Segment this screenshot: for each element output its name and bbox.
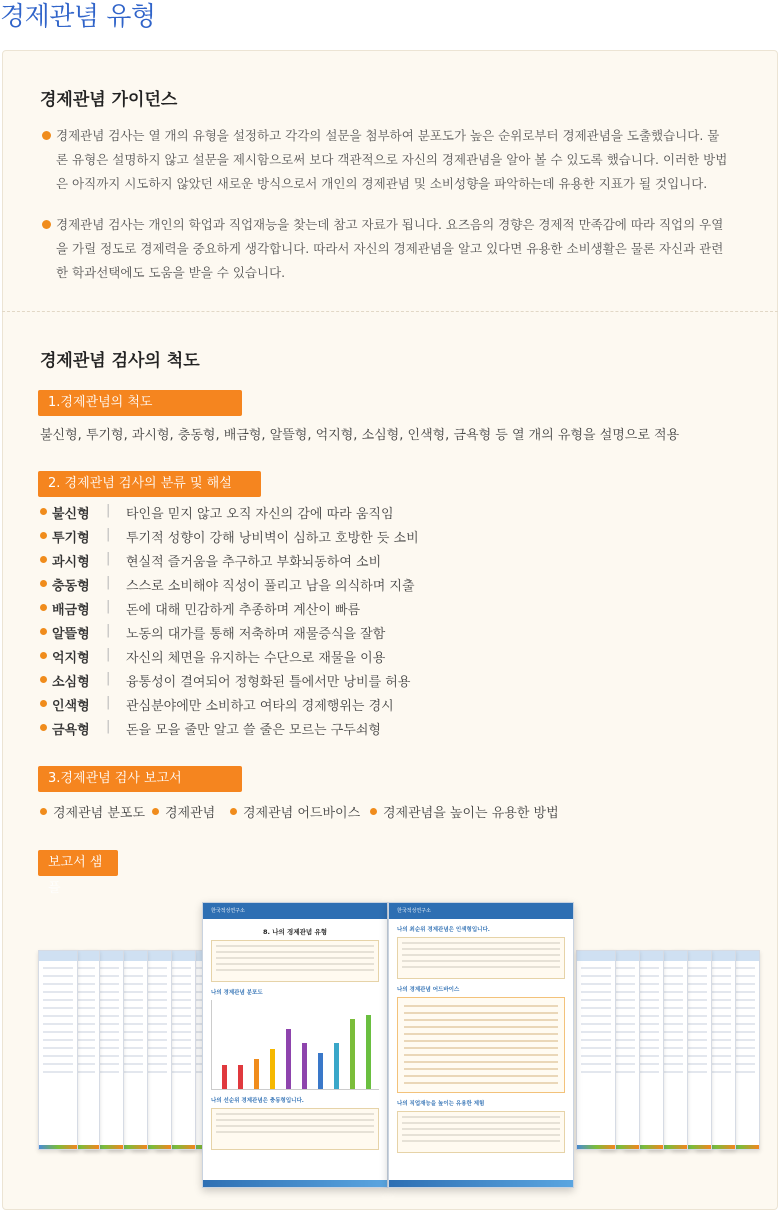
type-name: 투기형 — [52, 531, 90, 546]
sample-chart-bar — [334, 1043, 339, 1089]
type-row — [40, 500, 740, 524]
sample-page-header: 한국적성연구소 — [203, 903, 387, 919]
sample-page-header: 한국적성연구소 — [389, 903, 573, 919]
sample-text-box — [397, 937, 565, 979]
bullet-icon — [370, 808, 377, 815]
type-name: 충동형 — [52, 579, 90, 594]
type-separator: | — [106, 575, 111, 590]
type-description: 투기적 성향이 강해 낭비벽이 심하고 호방한 듯 소비 — [126, 531, 419, 546]
report-item: 경제관념 어드바이스 — [230, 802, 360, 821]
type-name: 과시형 — [52, 555, 90, 570]
type-row — [40, 572, 740, 596]
type-separator: | — [106, 599, 111, 614]
scale-tag-1: 1.경제관념의 척도 — [38, 390, 242, 416]
bullet-icon — [42, 220, 51, 229]
type-separator: | — [106, 527, 111, 542]
sample-page-left — [202, 902, 388, 1188]
type-name: 배금형 — [52, 603, 90, 618]
type-name: 인색형 — [52, 699, 90, 714]
bullet-icon — [40, 700, 47, 707]
sample-section-title: 나의 선순위 경제관념은 충동형입니다. — [211, 1098, 304, 1104]
type-row — [40, 692, 740, 716]
sample-page-thumbnail — [576, 950, 616, 1150]
report-item: 경제관념을 높이는 유용한 방법 — [370, 802, 559, 821]
scale-tag-4: 보고서 샘플 — [38, 850, 118, 876]
scale-tag-3: 3.경제관념 검사 보고서 — [38, 766, 242, 792]
type-separator: | — [106, 671, 111, 686]
scale-tag-2: 2. 경제관념 검사의 분류 및 해설 — [38, 471, 261, 497]
sample-chart-bar — [366, 1015, 371, 1089]
report-sample-image — [38, 890, 778, 1200]
sample-advice-list — [397, 997, 565, 1093]
sample-chart-bar — [270, 1049, 275, 1089]
page-title: 경제관념 유형 — [0, 2, 156, 32]
type-description: 돈을 모을 줄만 알고 쓸 줄은 모르는 구두쇠형 — [126, 723, 381, 738]
bullet-icon — [40, 676, 47, 683]
scale-tag-1-text: 불신형, 투기형, 과시형, 충동형, 배금형, 알뜰형, 억지형, 소심형, 인색형, 금욕형 등 열 개의 유형을 설명으로 적용 — [40, 428, 680, 443]
sample-page-footer — [203, 1180, 387, 1187]
type-separator: | — [106, 503, 111, 518]
bullet-icon — [40, 808, 47, 815]
type-description: 현실적 즐거움을 추구하고 부화뇌동하여 소비 — [126, 555, 382, 570]
sample-chart-bar — [350, 1019, 355, 1089]
sample-chart-bar — [286, 1029, 291, 1089]
sample-page-footer — [389, 1180, 573, 1187]
guidance-heading: 경제관념 가이던스 — [40, 90, 178, 110]
bullet-icon — [40, 580, 47, 587]
report-item: 경제관념 — [152, 802, 215, 821]
sample-page-right — [388, 902, 574, 1188]
type-name: 금욕형 — [52, 723, 90, 738]
bullet-icon — [152, 808, 159, 815]
bullet-icon — [40, 604, 47, 611]
type-name: 불신형 — [52, 507, 90, 522]
sample-page-thumbnail — [38, 950, 78, 1150]
section-divider — [2, 311, 778, 312]
sample-chart-bar — [302, 1043, 307, 1089]
guidance-paragraph-2: 경제관념 검사는 개인의 학업과 직업재능을 찾는데 참고 자료가 됩니다. 요즈음의 경향은 경제적 만족감에 따라 직업의 우열을 가릴 정도로 경제력을 중요하게 생각합니다. 따라서 자신의 경제관념을 알고 있다면 유용한 소비생활은 물론 자신과 관련한 학과선택에도 도움을 받을 수 있습니다. — [40, 213, 730, 285]
type-row — [40, 596, 740, 620]
type-description: 돈에 대해 민감하게 추종하며 계산이 빠름 — [126, 603, 361, 618]
sample-text-box — [211, 940, 379, 982]
type-name: 억지형 — [52, 651, 90, 666]
bullet-icon — [40, 628, 47, 635]
bullet-icon — [40, 652, 47, 659]
type-row — [40, 716, 740, 740]
report-item: 경제관념 분포도 — [40, 802, 145, 821]
sample-section-title: 나의 경제관념 어드바이스 — [397, 987, 460, 993]
type-name: 소심형 — [52, 675, 90, 690]
sample-page-title: 8. 나의 경제관념 유형 — [262, 928, 327, 936]
type-separator: | — [106, 551, 111, 566]
type-description: 자신의 체면을 유지하는 수단으로 재물을 이용 — [126, 651, 386, 666]
sample-chart-bar — [222, 1065, 227, 1089]
type-row — [40, 524, 740, 548]
sample-chart-bar — [254, 1059, 259, 1089]
sample-section-title: 나의 직업재능을 높이는 유용한 제험 — [397, 1101, 485, 1107]
type-row — [40, 620, 740, 644]
type-description: 관심분야에만 소비하고 여타의 경제행위는 경시 — [126, 699, 394, 714]
bullet-icon — [40, 556, 47, 563]
guidance-paragraph-1: 경제관념 검사는 열 개의 유형을 설정하고 각각의 설문을 첨부하여 분포도가 높은 순위로부터 경제관념을 도출했습니다. 물론 유형은 설명하지 않고 설문을 제시함으로써 보다 객관적으로 자신의 경제관념을 알아 볼 수 있도록 했습니다. 이러한 방법은 아직까지 시도하지 않았던 새로운 방식으로서 개인의 경제관념 및 소비성향을 파악하는데 유용한 지표가 될 것입니다. — [40, 124, 730, 196]
sample-section-title: 나의 경제관념 분포도 — [211, 990, 263, 996]
type-description: 융통성이 결여되어 정형화된 틀에서만 낭비를 허용 — [126, 675, 411, 690]
type-description: 타인을 믿지 않고 오직 자신의 감에 따라 움직임 — [126, 507, 394, 522]
sample-section-title: 나의 최순위 경제관념은 인색형입니다. — [397, 927, 490, 933]
bullet-icon — [40, 724, 47, 731]
type-separator: | — [106, 719, 111, 734]
sample-distribution-chart — [211, 1000, 379, 1090]
bullet-icon — [230, 808, 237, 815]
type-row — [40, 644, 740, 668]
type-description: 노동의 대가를 통해 저축하며 재물증식을 잘함 — [126, 627, 386, 642]
type-description: 스스로 소비해야 직성이 풀리고 남을 의식하며 지출 — [126, 579, 415, 594]
type-list — [40, 500, 740, 740]
bullet-icon — [40, 532, 47, 539]
sample-text-box — [397, 1111, 565, 1153]
bullet-icon — [42, 131, 51, 140]
sample-chart-bar — [318, 1053, 323, 1089]
bullet-icon — [40, 508, 47, 515]
type-name: 알뜰형 — [52, 627, 90, 642]
sample-chart-bar — [238, 1065, 243, 1089]
sample-text-box — [211, 1108, 379, 1150]
type-row — [40, 668, 740, 692]
type-row — [40, 548, 740, 572]
scale-heading: 경제관념 검사의 척도 — [40, 351, 200, 371]
type-separator: | — [106, 623, 111, 638]
type-separator: | — [106, 647, 111, 662]
type-separator: | — [106, 695, 111, 710]
